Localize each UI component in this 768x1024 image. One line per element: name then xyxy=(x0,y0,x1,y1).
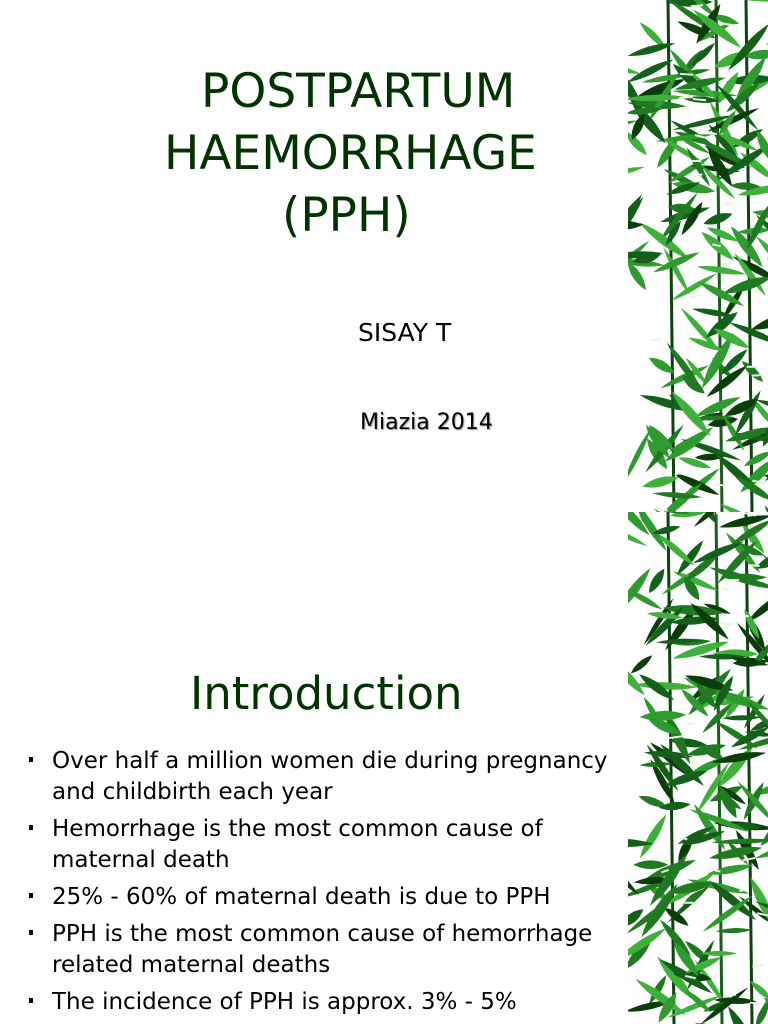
bamboo-leaf-icon xyxy=(628,220,643,230)
leaf-highlight-icon xyxy=(754,556,765,557)
bullet-text-line: and childbirth each year xyxy=(52,779,333,805)
bullet-item xyxy=(0,882,620,913)
bamboo-leaf-icon xyxy=(657,917,694,959)
title-line-1: POSTPARTUM xyxy=(201,64,516,119)
bullet-text-line: Over half a million women die during pregnancy xyxy=(52,748,608,774)
leaf-highlight-icon xyxy=(719,622,733,624)
introduction-slide xyxy=(0,512,768,1024)
bullet-item xyxy=(0,814,620,876)
bullet-list xyxy=(0,746,620,1024)
leaf-highlight-icon xyxy=(743,615,749,616)
bamboo-leaf-icon xyxy=(639,710,686,722)
leaf-highlight-icon xyxy=(693,99,706,100)
leaf-highlight-icon xyxy=(688,723,695,724)
bamboo-leaf-icon xyxy=(722,272,768,297)
bullet-marker-icon xyxy=(29,998,33,1003)
leaf-highlight-icon xyxy=(679,97,693,98)
leaf-highlight-icon xyxy=(725,203,732,206)
leaf-highlight-icon xyxy=(750,565,760,566)
bamboo-stem-icon xyxy=(746,512,752,1024)
bamboo-foliage-border xyxy=(628,512,768,1024)
leaf-highlight-icon xyxy=(680,108,690,110)
bullet-marker-icon xyxy=(29,893,33,898)
leaf-highlight-icon xyxy=(694,174,702,177)
bamboo-leaf-icon xyxy=(655,531,696,568)
leaf-highlight-icon xyxy=(716,512,723,514)
leaf-highlight-icon xyxy=(690,295,701,298)
bullet-marker-icon xyxy=(29,930,33,935)
leaf-highlight-icon xyxy=(715,484,723,485)
leaf-highlight-icon xyxy=(739,890,746,891)
bullet-marker-icon xyxy=(29,757,33,762)
bamboo-leaf-icon xyxy=(689,40,717,68)
leaf-highlight-icon xyxy=(752,965,763,967)
section-title: Introduction xyxy=(190,667,463,720)
bullet-item xyxy=(0,746,620,808)
bullet-text-line: Hemorrhage is the most common cause of xyxy=(52,816,543,842)
bullet-text-line: maternal death xyxy=(52,847,230,873)
bamboo-leaf-icon xyxy=(628,164,645,179)
bullet-item xyxy=(0,919,620,981)
bullet-text-line: 25% - 60% of maternal death is due to PPH xyxy=(52,884,551,910)
bullet-item xyxy=(0,987,620,1018)
bullet-marker-icon xyxy=(29,825,33,830)
leaf-highlight-icon xyxy=(750,1003,759,1004)
bullet-text-line: The incidence of PPH is approx. 3% - 5% xyxy=(52,989,517,1015)
leaf-highlight-icon xyxy=(680,74,693,75)
bamboo-stem-icon xyxy=(716,0,722,512)
bullet-text-line: PPH is the most common cause of hemorrhage xyxy=(52,921,593,947)
leaf-highlight-icon xyxy=(661,860,668,862)
leaf-highlight-icon xyxy=(675,472,683,474)
bamboo-foliage-border xyxy=(628,0,768,512)
bamboo-stem-icon xyxy=(716,512,722,1024)
bamboo-leaf-icon xyxy=(739,358,766,385)
bamboo-leaf-icon xyxy=(714,0,768,4)
bamboo-leaf-icon xyxy=(629,653,655,676)
leaf-highlight-icon xyxy=(721,262,731,265)
title-line-3: (PPH) xyxy=(282,188,411,243)
leaf-highlight-icon xyxy=(722,588,729,589)
title-line-2: HAEMORRHAGE xyxy=(164,126,537,181)
leaf-highlight-icon xyxy=(651,339,661,341)
bamboo-leaf-icon xyxy=(761,503,768,512)
author-name: SISAY T xyxy=(358,318,452,347)
leaf-highlight-icon xyxy=(691,5,703,6)
leaf-highlight-icon xyxy=(687,452,694,453)
bamboo-leaf-icon xyxy=(636,812,669,861)
bamboo-leaf-icon xyxy=(658,800,691,812)
presentation-date: Miazia 2014 xyxy=(360,410,493,435)
bullet-text-line: related maternal deaths xyxy=(52,952,331,978)
